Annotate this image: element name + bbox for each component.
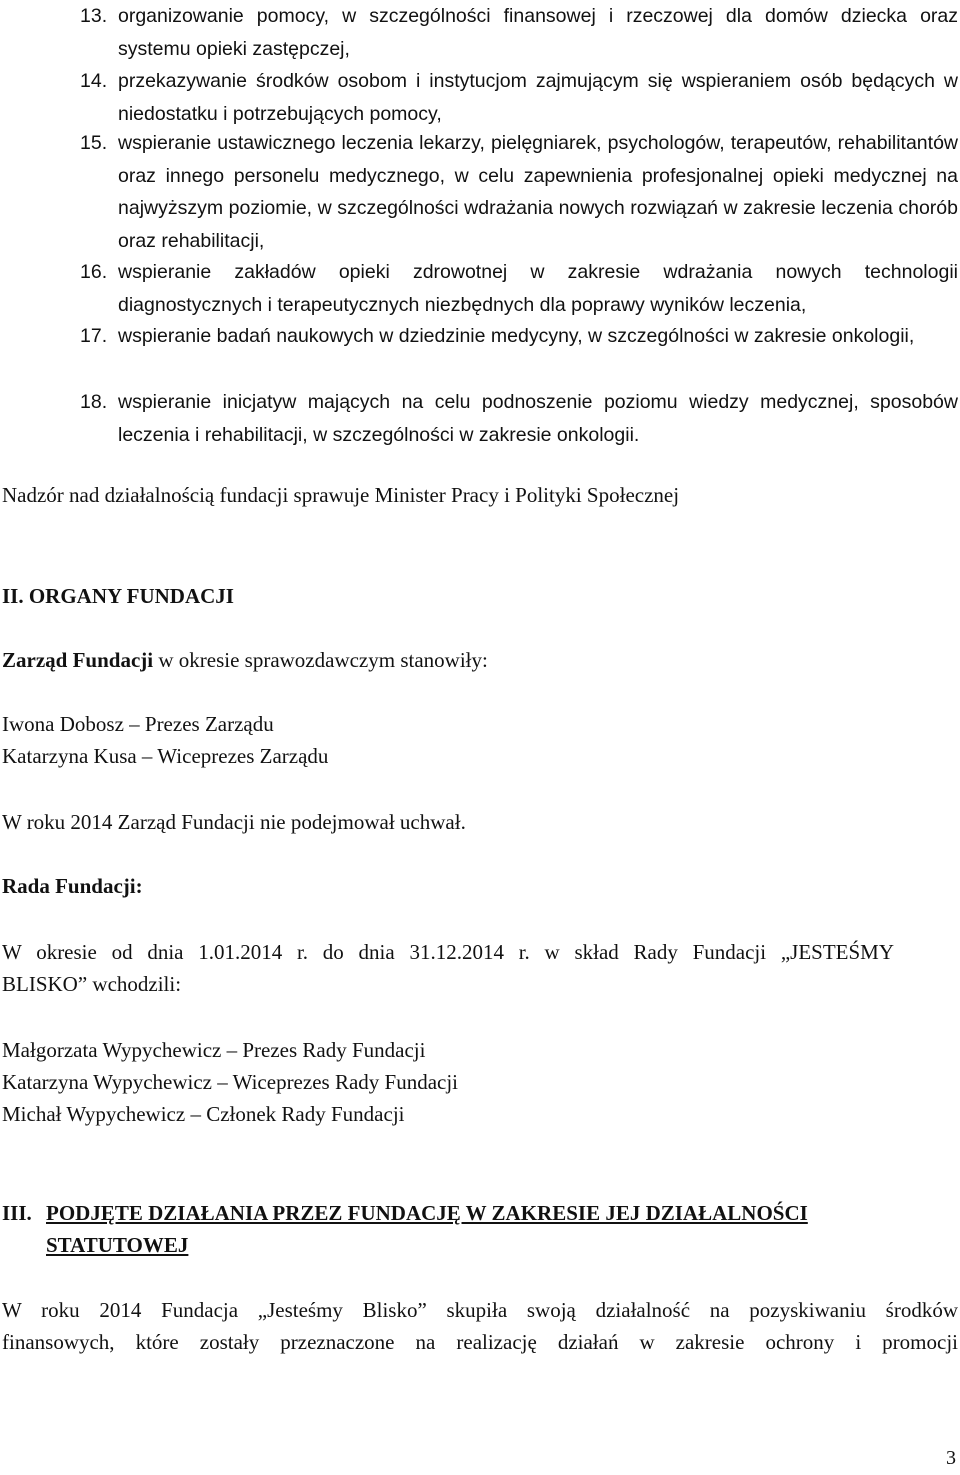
board-intro-text: w okresie sprawozdawczym stanowiły: <box>153 648 488 672</box>
activities-paragraph-line-1: W roku 2014 Fundacja „Jesteśmy Blisko” skupiła swoją działalność na pozyskiwaniu środków <box>2 1298 958 1322</box>
council-text-line-1: W okresie od dnia 1.01.2014 r. do dnia 31.12.2014 r. w skład Rady Fundacji „JESTEŚMY <box>2 940 894 964</box>
list-item-text: przekazywanie środków osobom i instytucjom zajmującym się wspieraniem osób będących w niedostatku i potrzebujących pomocy, <box>118 70 958 125</box>
list-item-text: organizowanie pomocy, w szczególności finansowej i rzeczowej dla domów dziecka oraz systemu opieki zastępczej, <box>118 5 958 60</box>
section-3-heading-line-1: PODJĘTE DZIAŁANIA PRZEZ FUNDACJĘ W ZAKRESIE JEJ DZIAŁALNOŚCI <box>46 1201 808 1225</box>
resolutions-statement: W roku 2014 Zarząd Fundacji nie podejmował uchwał. <box>2 810 466 834</box>
board-member: Katarzyna Kusa – Wiceprezes Zarządu <box>2 744 329 768</box>
list-item-number: 17. <box>80 325 108 347</box>
list-item-text: wspieranie ustawicznego leczenia lekarzy, pielęgniarek, psychologów, terapeutów, rehabilitantów oraz innego personelu medycznego, w celu zapewnienia profesjonalnej opieki medycznej na najwyższym poziomie, w szczególności wdrażania nowych rozwiązań w zakresie leczenia chorób oraz rehabilitacji, <box>118 132 958 252</box>
section-2-heading: II. ORGANY FUNDACJI <box>2 584 234 608</box>
council-text-line-2: BLISKO” wchodzili: <box>2 972 182 996</box>
council-member: Małgorzata Wypychewicz – Prezes Rady Fundacji <box>2 1038 426 1062</box>
activities-paragraph-line-2: finansowych, które zostały przeznaczone na realizację działań w zakresie ochrony i promocji <box>2 1330 958 1354</box>
list-item-text: wspieranie zakładów opieki zdrowotnej w zakresie wdrażania nowych technologii diagnostycznych i terapeutycznych niezbędnych dla poprawy wyników leczenia, <box>118 261 958 316</box>
council-member: Michał Wypychewicz – Członek Rady Fundacji <box>2 1102 405 1126</box>
list-item-number: 16. <box>80 261 108 283</box>
supervision-statement: Nadzór nad działalnością fundacji sprawuje Minister Pracy i Polityki Społecznej <box>2 483 680 507</box>
list-item-text: wspieranie inicjatyw mających na celu podnoszenie poziomu wiedzy medycznej, sposobów leczenia i rehabilitacji, w szczególności w zakresie onkologii. <box>118 391 958 446</box>
section-3-heading-line-2: STATUTOWEJ <box>46 1233 189 1257</box>
board-member: Iwona Dobosz – Prezes Zarządu <box>2 712 274 736</box>
list-item-number: 18. <box>80 391 108 413</box>
list-item-number: 13. <box>80 5 108 27</box>
council-heading: Rada Fundacji: <box>2 874 143 898</box>
board-intro <box>2 648 488 673</box>
page-number: 3 <box>946 1447 956 1469</box>
council-member: Katarzyna Wypychewicz – Wiceprezes Rady Fundacji <box>2 1070 459 1094</box>
list-item-number: 14. <box>80 70 108 92</box>
section-3-numeral: III. <box>2 1201 32 1225</box>
board-label: Zarząd Fundacji <box>2 648 154 672</box>
list-item-number: 15. <box>80 132 108 154</box>
list-item-text: wspieranie badań naukowych w dziedzinie medycyny, w szczególności w zakresie onkologii, <box>118 325 915 347</box>
